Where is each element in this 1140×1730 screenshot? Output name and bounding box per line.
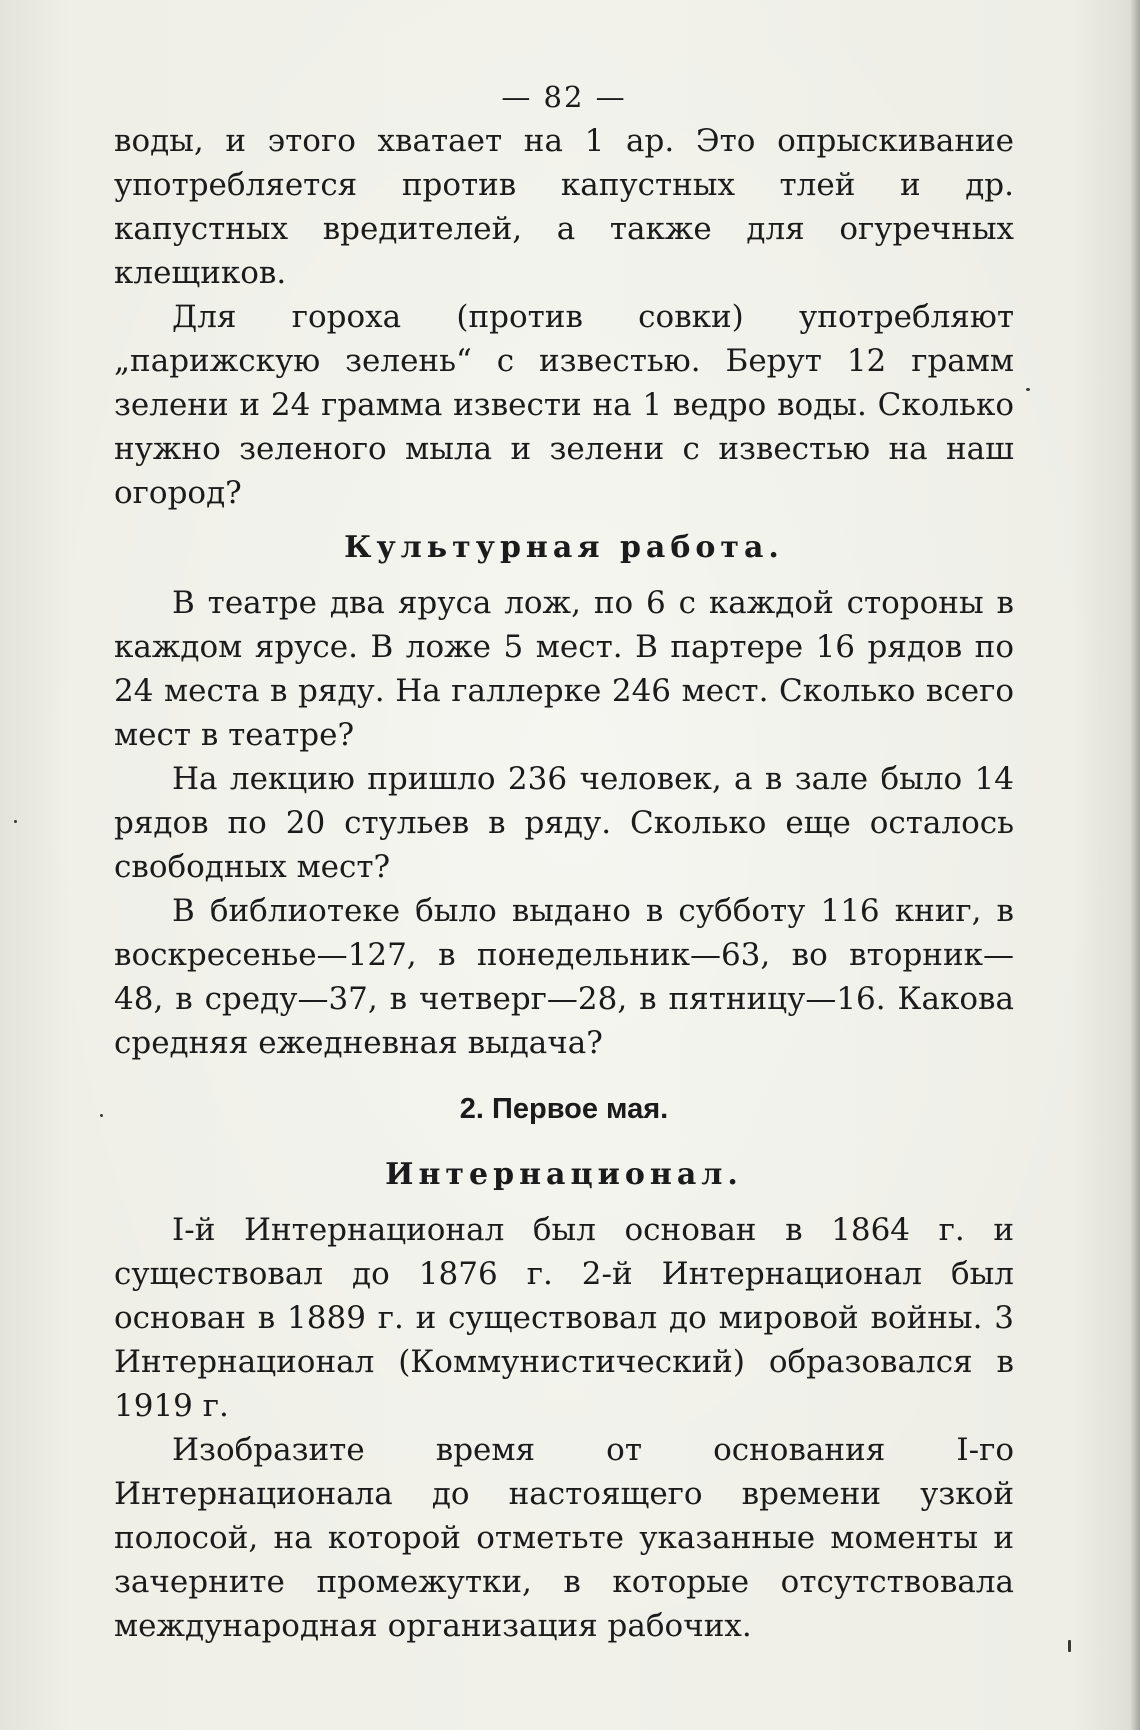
- page-content: [114, 75, 1014, 1648]
- paragraph-lecture-problem: На лекцию пришло 236 человек, а в зале было 14 рядов по 20 стульев в ряду. Сколько еще осталось свободных мест?: [114, 761, 1014, 885]
- ink-speck: [14, 820, 17, 823]
- ink-speck: [1068, 1640, 1071, 1652]
- section-heading-culture: Культурная работа.: [344, 530, 784, 565]
- paragraph-peas-problem: Для гороха (против совки) употребляют „парижскую зелень“ с известью. Берут 12 грамм зелени и 24 грамма извести на 1 ведро воды. Сколько нужно зеленого мыла и зелени с известью на наш огород?: [114, 299, 1014, 511]
- paragraph-timeline-task: Изобразите время от основания I-го Интернационала до настоящего времени узкой полосой, на которой отметьте указанные моменты и зачерните промежутки, в которые отсутствовала международная организация рабочих.: [114, 1432, 1014, 1644]
- page-edge-shadow: [1130, 0, 1140, 1730]
- section-heading-may-day: 2. Первое мая.: [459, 1093, 669, 1125]
- paragraph-library-problem: В библиотеке было выдано в субботу 116 книг, в воскресенье—127, в понедельник—63, во вторник—48, в среду—37, в четверг—28, в пятницу—16. Какова средняя ежедневная выдача?: [114, 893, 1014, 1061]
- ink-speck: [100, 1114, 103, 1117]
- paragraph-spraying-cont: воды, и этого хватает на 1 ар. Это опрыскивание употребляется против капустных тлей и др. капустных вредителей, а также для огуречных клещиков.: [114, 123, 1014, 291]
- paragraph-theatre-problem: В театре два яруса лож, по 6 с каждой стороны в каждом ярусе. В ложе 5 мест. В партере 16 рядов по 24 места в ряду. На галлерке 246 мест. Сколько всего мест в театре?: [114, 585, 1014, 753]
- section-heading-international: Интернационал.: [385, 1157, 743, 1192]
- paragraph-internationals-history: I-й Интернационал был основан в 1864 г. и существовал до 1876 г. 2-й Интернационал был основан в 1889 г. и существовал до мировой войны. 3 Интернационал (Коммунистический) образовался в 1919 г.: [114, 1212, 1014, 1424]
- page-number: — 82 —: [501, 80, 627, 114]
- ink-speck: [1026, 388, 1030, 391]
